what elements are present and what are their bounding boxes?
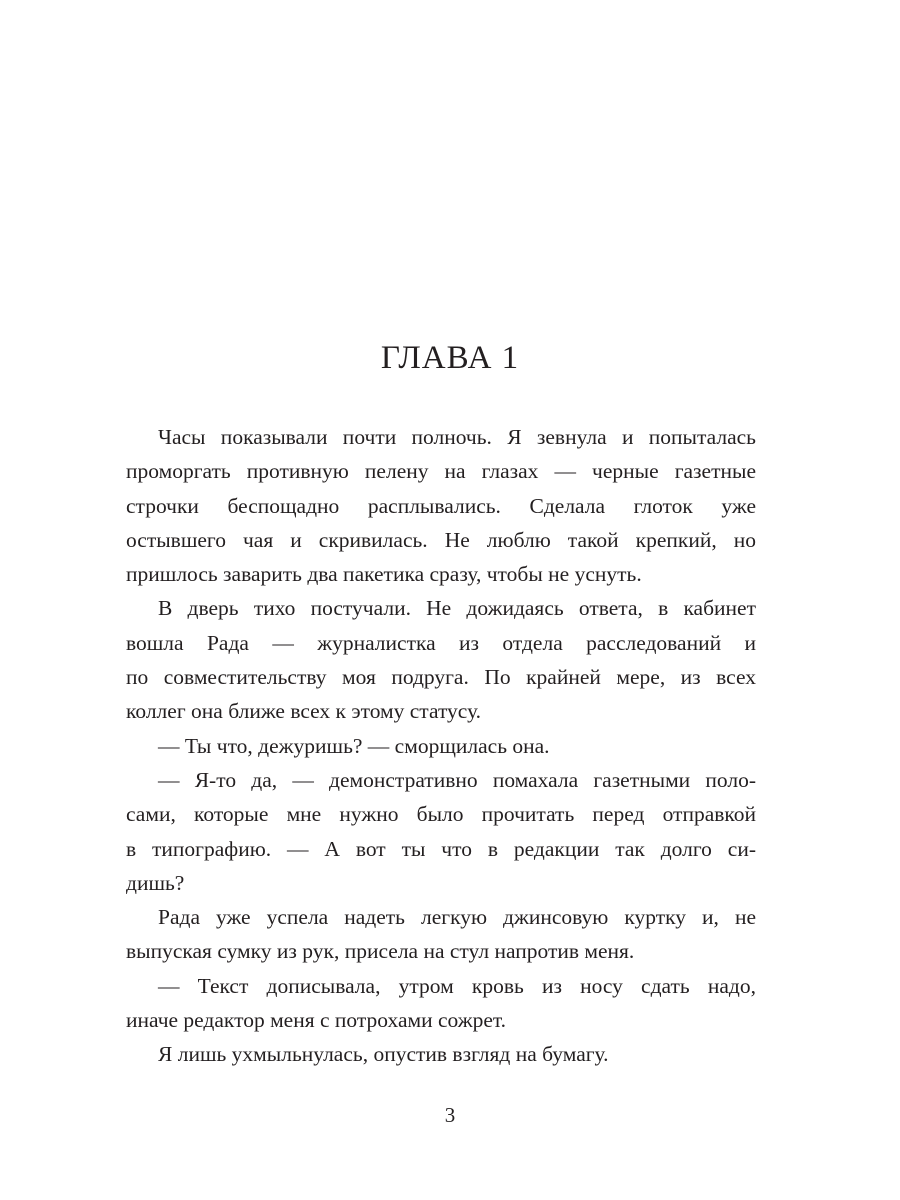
text-line: — Текст дописывала, утром кровь из носу сдать надо, [158, 973, 756, 998]
body-text [126, 420, 756, 1072]
text-line: в типографию. — А вот ты что в редакции так долго си- [126, 836, 756, 861]
paragraph [126, 729, 756, 763]
paragraph [126, 1037, 756, 1071]
text-line: пришлось заварить два пакетика сразу, чтобы не уснуть. [126, 562, 642, 587]
paragraph [126, 763, 756, 900]
text-line: проморгать противную пелену на глазах — черные газетные [126, 459, 756, 484]
chapter-title: ГЛАВА 1 [380, 340, 520, 376]
text-line: по совместительству моя подруга. По крайней мере, из всех [126, 665, 756, 690]
text-line: коллег она ближе всех к этому статусу. [126, 699, 482, 724]
page-number: 3 [444, 1103, 456, 1127]
text-line: — Ты что, дежуришь? — сморщилась она. [158, 733, 550, 758]
text-line: строчки беспощадно расплывались. Сделала глоток уже [126, 493, 756, 518]
text-line: сами, которые мне нужно было прочитать перед отправкой [126, 802, 756, 827]
text-line: Часы показывали почти полночь. Я зевнула и попыталась [158, 425, 756, 449]
text-line: — Я-то да, — демонстративно помахала газетными поло- [158, 767, 756, 792]
text-line: остывшего чая и скривилась. Не люблю такой крепкий, но [126, 527, 756, 552]
text-line: выпуская сумку из рук, присела на стул напротив меня. [126, 939, 635, 964]
text-line: иначе редактор меня с потрохами сожрет. [126, 1008, 507, 1033]
text-line: Я лишь ухмыльнулась, опустив взгляд на бумагу. [158, 1042, 609, 1067]
paragraph [126, 420, 756, 591]
text-line: дишь? [126, 870, 185, 895]
text-line: вошла Рада — журналистка из отдела расследований и [126, 630, 756, 655]
paragraph [126, 591, 756, 728]
text-line: В дверь тихо постучали. Не дожидаясь ответа, в кабинет [158, 596, 756, 621]
paragraph [126, 900, 756, 969]
paragraph [126, 969, 756, 1038]
text-line: Рада уже успела надеть легкую джинсовую куртку и, не [158, 905, 756, 930]
